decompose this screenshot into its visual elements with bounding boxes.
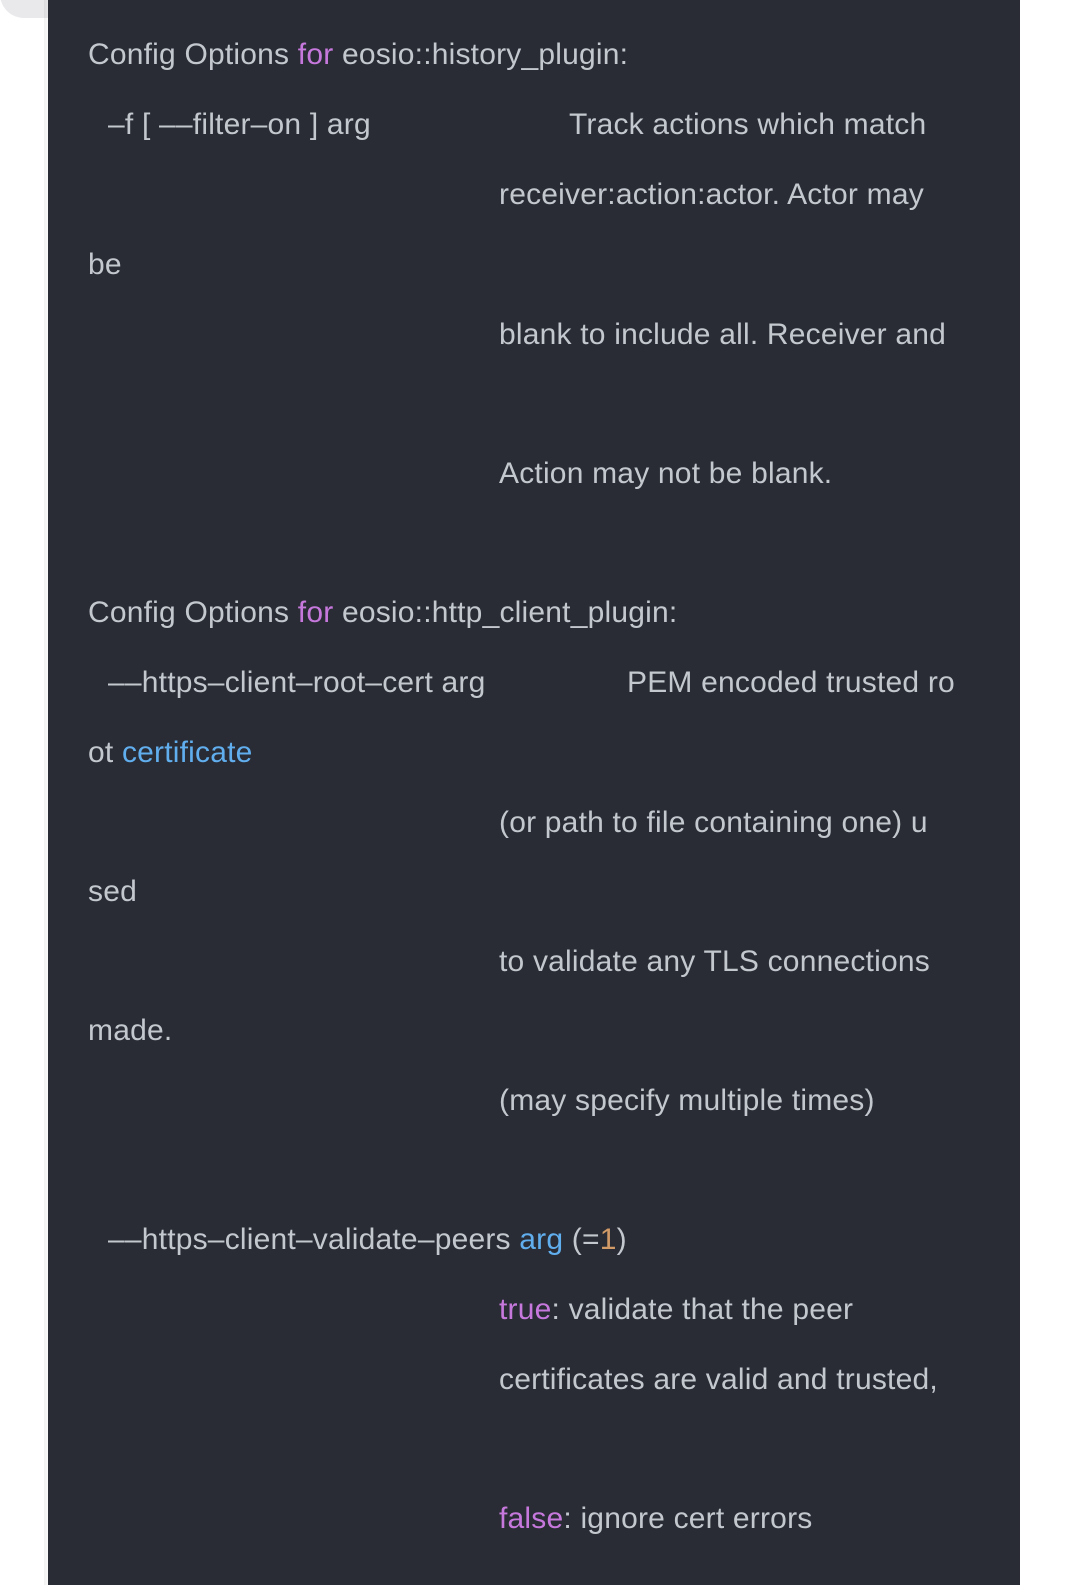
default-open: (= (563, 1223, 600, 1256)
header-suffix: eosio::http_client_plugin: (333, 596, 678, 629)
header-prefix: Config Options (88, 596, 298, 629)
root-cert-wrap-3: made. (88, 1014, 173, 1047)
root-cert-desc-2: (or path to file containing one) u (499, 806, 928, 839)
validate-peers-option (108, 1223, 627, 1257)
header-prefix: Config Options (88, 38, 298, 71)
filter-on-desc-3: blank to include all. Receiver and (499, 318, 947, 351)
root-cert-desc-4: (may specify multiple times) (499, 1084, 875, 1117)
keyword-false: false (499, 1502, 564, 1535)
filter-on-option: –f [ ––filter–on ] arg (108, 108, 371, 141)
root-cert-option: ––https–client–root–cert arg (108, 666, 486, 699)
code-block (48, 0, 1020, 1585)
keyword-true: true (499, 1293, 552, 1326)
root-cert-wrap-2: sed (88, 875, 137, 908)
filter-on-desc-2: receiver:action:actor. Actor may (499, 178, 924, 211)
default-close: ) (616, 1223, 627, 1256)
history-plugin-header (88, 38, 628, 72)
certificate-link[interactable]: certificate (121, 736, 253, 769)
validate-desc-2: certificates are valid and trusted, (499, 1363, 938, 1396)
root-cert-desc-1: PEM encoded trusted ro (627, 666, 955, 699)
header-suffix: eosio::history_plugin: (333, 38, 629, 71)
keyword-for: for (297, 38, 334, 71)
default-value: 1 (599, 1223, 617, 1256)
arg-token: arg (519, 1223, 564, 1256)
filter-on-wrap-1: be (88, 248, 122, 281)
option-name: ––https–client–validate–peers (108, 1223, 520, 1256)
validate-true-text: : validate that the peer (551, 1293, 854, 1326)
root-cert-wrap-1 (88, 736, 253, 770)
root-cert-desc-3: to validate any TLS connections (499, 945, 930, 978)
validate-false-text: : ignore cert errors (563, 1502, 813, 1535)
keyword-for: for (297, 596, 334, 629)
filter-on-desc-1: Track actions which match (569, 108, 927, 141)
validate-true-line (499, 1293, 853, 1327)
filter-on-desc-4: Action may not be blank. (499, 457, 833, 490)
wrap-prefix: ot (88, 736, 122, 769)
http-client-plugin-header (88, 596, 677, 630)
validate-false-line (499, 1502, 812, 1536)
